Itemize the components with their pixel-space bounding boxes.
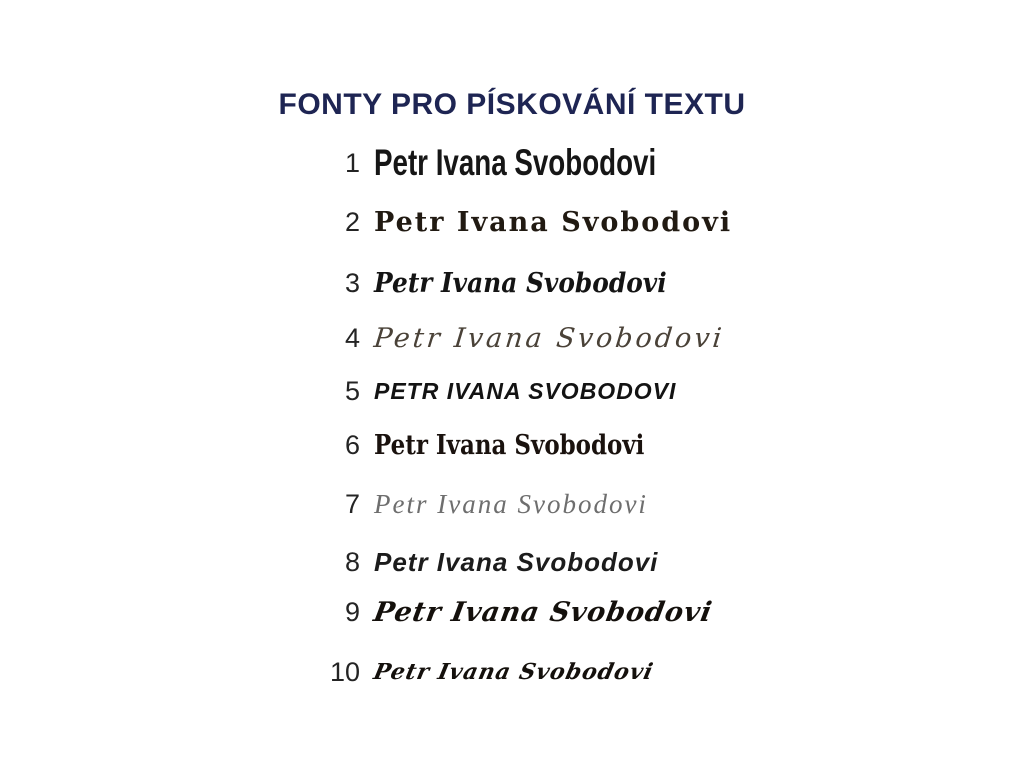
sample-text: Petr Ivana Svobodovi: [372, 322, 726, 354]
font-sample-row: [298, 540, 658, 584]
sample-number: 8: [344, 546, 360, 577]
sample-number: 5: [344, 375, 360, 406]
sample-text: Petr Ivana Svobodovi: [371, 659, 656, 685]
sample-number: 9: [344, 596, 360, 627]
sample-text: Petr Ivana Svobodovi: [374, 206, 733, 238]
sample-number: 2: [344, 206, 360, 237]
sample-text: Petr Ivana Svobodovi: [374, 142, 657, 183]
sample-number: 7: [344, 488, 360, 519]
sample-text: Petr Ivana Svobodovi: [374, 488, 648, 519]
font-sample-row: [298, 200, 732, 244]
sample-number: 3: [344, 267, 360, 298]
sample-text: PETR IVANA SVOBODOVI: [374, 377, 677, 404]
sample-text: Petr Ivana Svobodovi: [374, 546, 659, 577]
sample-number: 10: [329, 656, 360, 687]
page-title: FONTY PRO PÍSKOVÁNÍ TEXTU: [278, 88, 746, 121]
sample-number: 1: [344, 147, 360, 178]
font-sample-row: [298, 316, 724, 360]
sample-text: Petr Ivana Svobodovi: [374, 429, 645, 461]
sample-number: 4: [344, 322, 360, 353]
font-sample-row: [298, 590, 715, 634]
sample-number: 6: [344, 429, 360, 460]
font-sample-row: [298, 423, 692, 467]
sample-text: Petr Ivana Svobodovi: [371, 596, 715, 628]
font-sample-row: [298, 261, 692, 305]
font-sample-row: [298, 369, 676, 413]
font-sample-row: [298, 650, 656, 694]
font-sample-row: [298, 482, 648, 526]
sample-text: Petr Ivana Svobodovi: [374, 267, 667, 299]
font-sample-row: [298, 141, 750, 185]
